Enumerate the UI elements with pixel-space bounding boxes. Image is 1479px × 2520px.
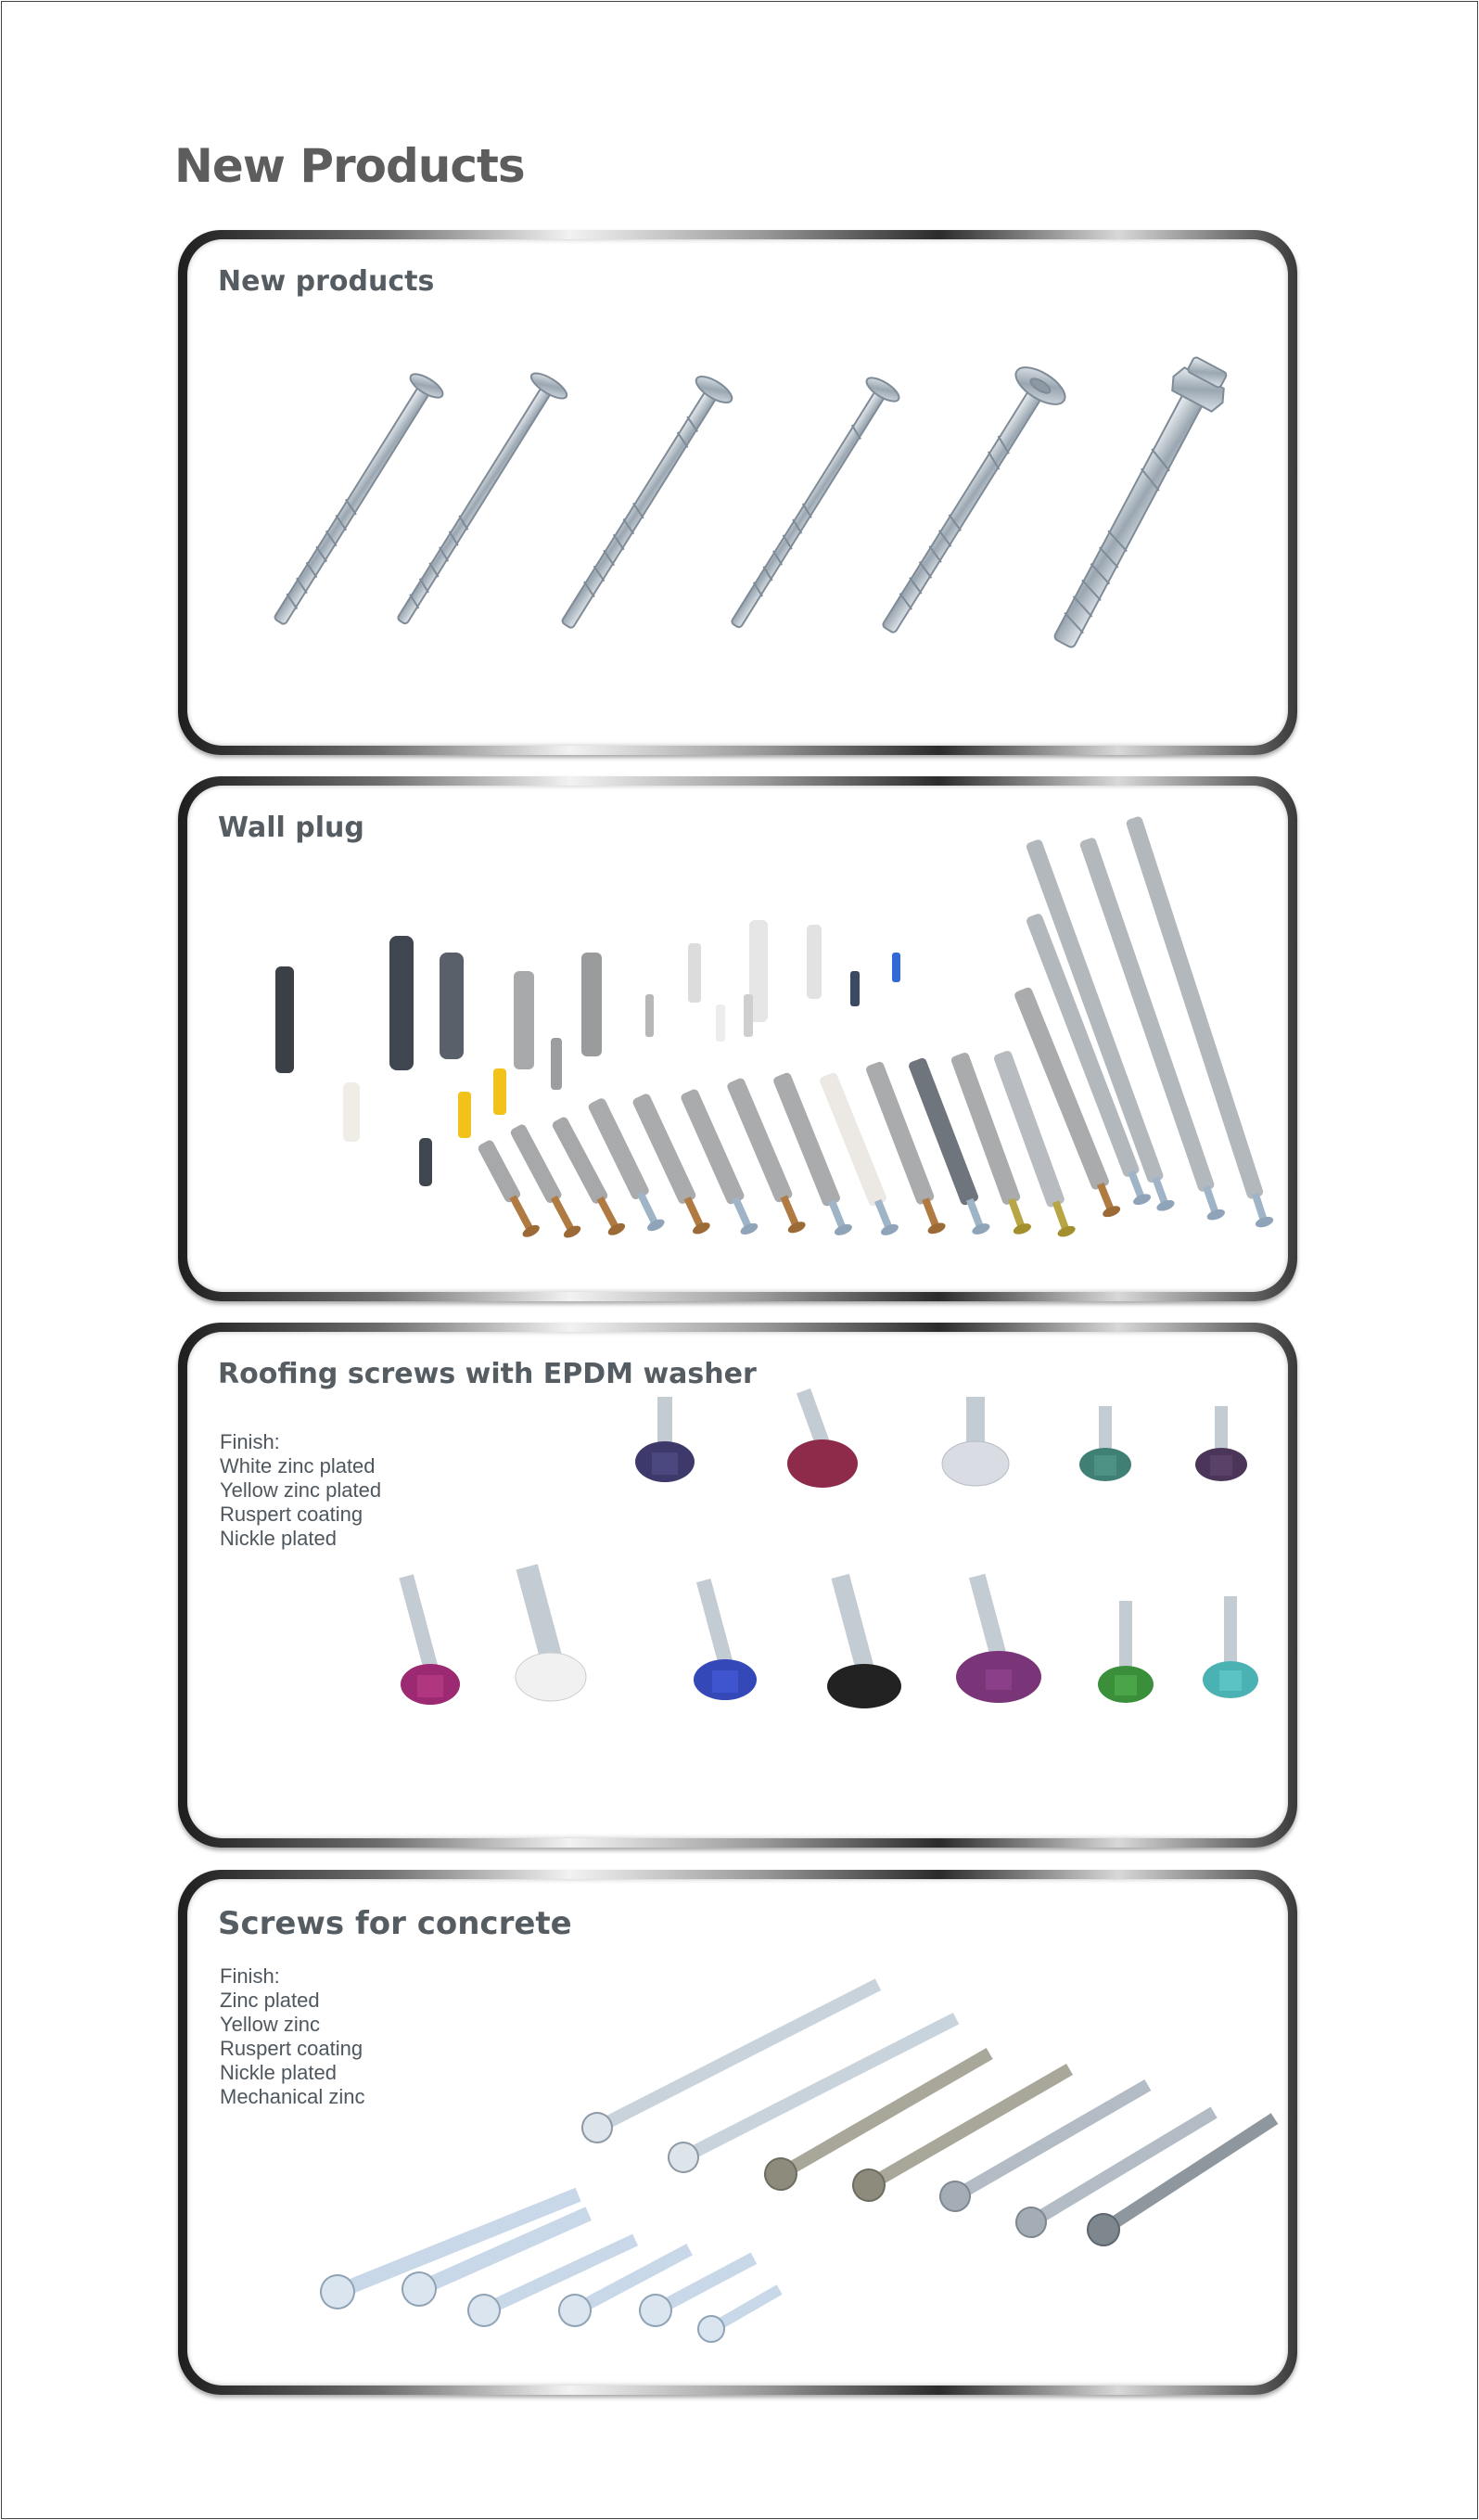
- page-title: New Products: [174, 139, 525, 193]
- roofing-screw-icon: [399, 1388, 1258, 1708]
- concrete-screw-icon: [316, 1971, 1283, 2347]
- finish-item: Ruspert coating: [220, 2037, 363, 2060]
- panel-wall-plug: [178, 776, 1297, 1301]
- panel-title-roofing-screws: Roofing screws with EPDM washer: [218, 1358, 757, 1390]
- screw-icon: [263, 352, 1236, 656]
- panel-title-new-products: New products: [218, 265, 435, 298]
- finish-label: Finish:: [220, 1430, 280, 1453]
- finish-item: Mechanical zinc: [220, 2085, 365, 2108]
- roofing-screws-image: [187, 1332, 1288, 1838]
- panel-concrete-screws-inner: [187, 1879, 1288, 2386]
- finish-label: Finish:: [220, 1964, 280, 1988]
- finish-item: Nickle plated: [220, 1527, 337, 1550]
- finish-item: Ruspert coating: [220, 1503, 363, 1526]
- panel-roofing-screws: [178, 1323, 1297, 1848]
- concrete-screws-image: [187, 1879, 1288, 2386]
- finish-item: Yellow zinc plated: [220, 1478, 382, 1502]
- panel-wall-plug-inner: [187, 786, 1288, 1292]
- finish-item: Nickle plated: [220, 2061, 337, 2084]
- finish-item: Yellow zinc: [220, 2013, 321, 2036]
- panel-concrete-screws: [178, 1870, 1297, 2395]
- wall-plugs-image: [187, 786, 1288, 1292]
- panel-new-products-inner: [187, 239, 1288, 746]
- finish-item: White zinc plated: [220, 1454, 376, 1477]
- finish-item: Zinc plated: [220, 1989, 320, 2012]
- wall-plug-icon: [275, 815, 1275, 1240]
- panel-title-concrete-screws: Screws for concrete: [218, 1905, 572, 1942]
- panel-new-products: [178, 230, 1297, 755]
- new-products-screws-image: [187, 239, 1288, 746]
- panel-title-wall-plug: Wall plug: [218, 812, 364, 844]
- panel-roofing-screws-inner: [187, 1332, 1288, 1838]
